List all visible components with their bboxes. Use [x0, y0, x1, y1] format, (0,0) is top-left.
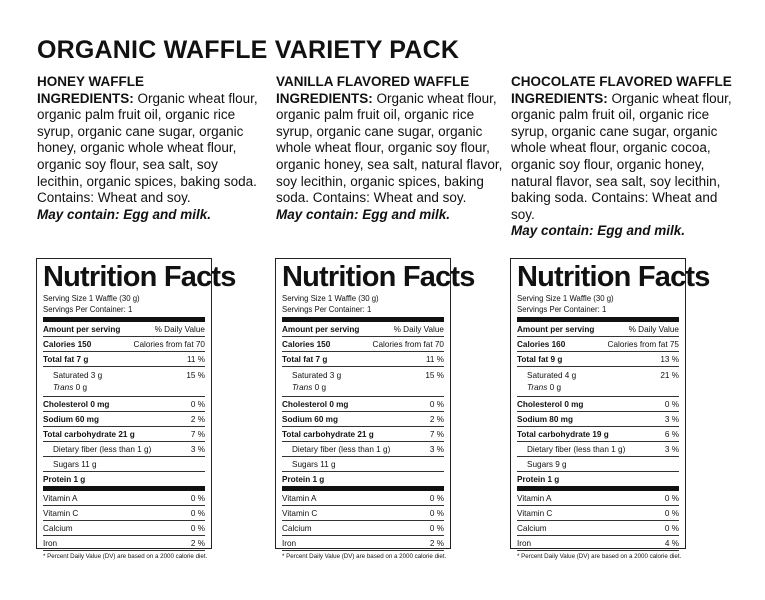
product-name: VANILLA FLAVORED WAFFLE — [276, 74, 470, 89]
sodium-dv: 3 % — [664, 414, 679, 424]
sugars-row — [282, 457, 444, 472]
sodium-dv: 2 % — [429, 414, 444, 424]
nutrition-facts-title: Nutrition Facts — [43, 261, 236, 293]
vitamin-c-dv: 0 % — [190, 508, 205, 518]
amount-per-serving: Amount per serving — [517, 324, 595, 334]
calories-row — [517, 337, 679, 352]
saturated-fat: Saturated 3 g — [53, 370, 103, 380]
fiber-row — [43, 442, 205, 457]
trans-value: 0 g — [314, 382, 326, 392]
cholesterol-dv: 0 % — [664, 399, 679, 409]
nutrition-panel-honey — [36, 258, 236, 560]
saturated-row — [517, 369, 679, 381]
trans-row — [282, 381, 444, 393]
trans-label: Trans — [53, 382, 74, 392]
sodium-row — [517, 412, 679, 427]
calories-from-fat: Calories from fat 75 — [607, 339, 679, 349]
ingredients-honey — [37, 74, 267, 223]
amount-header-row — [43, 322, 205, 337]
cholesterol: Cholesterol 0 mg — [43, 399, 110, 409]
total-carbohydrate: Total carbohydrate 19 g — [517, 429, 609, 439]
amount-header-row — [517, 322, 679, 337]
total-carbohydrate-dv: 7 % — [190, 429, 205, 439]
protein: Protein 1 g — [517, 474, 560, 484]
total-fat-row — [43, 352, 205, 367]
iron-row — [43, 536, 205, 551]
dietary-fiber: Dietary fiber (less than 1 g) — [527, 444, 626, 454]
saturated-row — [282, 369, 444, 381]
nutrition-panel-chocolate — [510, 258, 710, 560]
protein-row — [282, 472, 444, 486]
protein: Protein 1 g — [43, 474, 86, 484]
dv-header: % Daily Value — [628, 324, 679, 334]
iron: Iron — [517, 538, 532, 548]
protein-row — [43, 472, 205, 486]
dv-header: % Daily Value — [154, 324, 205, 334]
iron-row — [517, 536, 679, 551]
calories: Calories 150 — [282, 339, 331, 349]
fat-breakdown — [43, 367, 205, 397]
product-name: CHOCOLATE FLAVORED WAFFLE — [511, 74, 732, 89]
vitamin-c-row — [43, 506, 205, 521]
page-title: ORGANIC WAFFLE VARIETY PACK — [37, 36, 460, 64]
ingredients-label: INGREDIENTS: — [37, 90, 134, 106]
dietary-fiber: Dietary fiber (less than 1 g) — [53, 444, 152, 454]
contains-text: Contains: Wheat and soy. — [511, 190, 718, 222]
total-fat-dv: 11 % — [186, 354, 205, 364]
ingredients-text — [511, 91, 741, 224]
dietary-fiber-dv: 3 % — [664, 444, 679, 454]
amount-per-serving: Amount per serving — [282, 324, 360, 334]
ingredients-label: INGREDIENTS: — [276, 90, 373, 106]
serving-size: Serving Size 1 Waffle (30 g) — [282, 294, 379, 303]
vitamin-c-dv: 0 % — [664, 508, 679, 518]
calcium: Calcium — [43, 523, 73, 533]
cholesterol-dv: 0 % — [190, 399, 205, 409]
calcium: Calcium — [282, 523, 312, 533]
calcium-dv: 0 % — [190, 523, 205, 533]
saturated-fat: Saturated 3 g — [292, 370, 342, 380]
vitamin-a: Vitamin A — [282, 493, 317, 503]
ingredients-list: Organic wheat flour, organic palm fruit oil, organic rice syrup, organic cane sugar, organic whole wheat flour, organic cocoa, organic soy flour, organic honey, natural flavor, sea salt, soy lecithin, baking soda. — [511, 90, 732, 206]
cholesterol: Cholesterol 0 mg — [517, 399, 584, 409]
sodium-row — [282, 412, 444, 427]
may-contain-text: May contain: Egg and milk. — [511, 223, 686, 239]
protein-row — [517, 472, 679, 486]
dietary-fiber-dv: 3 % — [190, 444, 205, 454]
iron: Iron — [43, 538, 58, 548]
iron-dv: 4 % — [664, 538, 679, 548]
iron-dv: 2 % — [190, 538, 205, 548]
vitamin-a-row — [282, 491, 444, 506]
cholesterol-row — [43, 397, 205, 412]
carb-row — [517, 427, 679, 442]
calcium-dv: 0 % — [664, 523, 679, 533]
sodium-dv: 2 % — [190, 414, 205, 424]
total-carbohydrate-dv: 7 % — [429, 429, 444, 439]
iron-dv: 2 % — [429, 538, 444, 548]
fiber-row — [517, 442, 679, 457]
trans-value: 0 g — [75, 382, 87, 392]
sugars-row — [43, 457, 205, 472]
vitamin-c: Vitamin C — [43, 508, 79, 518]
saturated-fat-dv: 15 % — [186, 370, 205, 380]
servings-per-container: Servings Per Container: 1 — [282, 305, 372, 314]
trans-label: Trans — [527, 382, 548, 392]
sugars-row — [517, 457, 679, 472]
sodium-row — [43, 412, 205, 427]
sodium: Sodium 60 mg — [282, 414, 338, 424]
trans-fat — [292, 383, 326, 392]
amount-header-row — [282, 322, 444, 337]
vitamin-a: Vitamin A — [517, 493, 552, 503]
trans-row — [43, 381, 205, 393]
calories: Calories 160 — [517, 339, 566, 349]
calcium-row — [282, 521, 444, 536]
fat-breakdown — [282, 367, 444, 397]
calories-from-fat: Calories from fat 70 — [372, 339, 444, 349]
calcium: Calcium — [517, 523, 547, 533]
nutrition-panel-vanilla — [275, 258, 475, 560]
cholesterol: Cholesterol 0 mg — [282, 399, 349, 409]
serving-size: Serving Size 1 Waffle (30 g) — [517, 294, 614, 303]
footnote: * Percent Daily Value (DV) are based on a 2000 calorie diet. — [282, 553, 447, 560]
footnote: * Percent Daily Value (DV) are based on a 2000 calorie diet. — [517, 553, 682, 560]
ingredients-label: INGREDIENTS: — [511, 90, 608, 106]
nutrition-facts-title: Nutrition Facts — [517, 261, 710, 293]
vitamin-a: Vitamin A — [43, 493, 78, 503]
total-carbohydrate-dv: 6 % — [664, 429, 679, 439]
trans-fat — [53, 383, 87, 392]
calories-from-fat: Calories from fat 70 — [133, 339, 205, 349]
trans-fat — [527, 383, 561, 392]
contains-text: Contains: Wheat and soy. — [312, 190, 467, 206]
footnote: * Percent Daily Value (DV) are based on a 2000 calorie diet. — [43, 553, 208, 560]
carb-row — [43, 427, 205, 442]
vitamin-a-row — [43, 491, 205, 506]
vitamin-c: Vitamin C — [517, 508, 553, 518]
vitamin-a-dv: 0 % — [429, 493, 444, 503]
total-fat-dv: 11 % — [425, 354, 444, 364]
sodium: Sodium 60 mg — [43, 414, 99, 424]
total-carbohydrate: Total carbohydrate 21 g — [282, 429, 374, 439]
fiber-row — [282, 442, 444, 457]
cholesterol-dv: 0 % — [429, 399, 444, 409]
total-carbohydrate: Total carbohydrate 21 g — [43, 429, 135, 439]
ingredients-list: Organic wheat flour, organic palm fruit oil, organic rice syrup, organic cane sugar, organic whole wheat flour, organic soy flour, organic honey, sea salt, natural flavor, soy lecithin, organic spices, baking soda. — [276, 90, 503, 206]
trans-label: Trans — [292, 382, 313, 392]
ingredients-list: Organic wheat flour, organic palm fruit oil, organic rice syrup, organic cane sugar, organic honey, organic whole wheat flour, organic soy flour, sea salt, soy lecithin, organic spices, baking soda. — [37, 90, 258, 189]
sugars: Sugars 11 g — [292, 459, 336, 469]
product-name: HONEY WAFFLE — [37, 74, 145, 89]
cholesterol-row — [282, 397, 444, 412]
saturated-fat-dv: 15 % — [425, 370, 444, 380]
servings-per-container: Servings Per Container: 1 — [517, 305, 607, 314]
total-fat-row — [282, 352, 444, 367]
vitamin-a-dv: 0 % — [190, 493, 205, 503]
calories: Calories 150 — [43, 339, 92, 349]
trans-value: 0 g — [549, 382, 561, 392]
servings-per-container: Servings Per Container: 1 — [43, 305, 133, 314]
dietary-fiber-dv: 3 % — [429, 444, 444, 454]
protein: Protein 1 g — [282, 474, 325, 484]
dv-header: % Daily Value — [393, 324, 444, 334]
may-contain-text: May contain: Egg and milk. — [276, 206, 451, 222]
nutrition-facts-title: Nutrition Facts — [282, 261, 475, 293]
vitamin-a-dv: 0 % — [664, 493, 679, 503]
sugars: Sugars 11 g — [53, 459, 97, 469]
total-fat: Total fat 7 g — [282, 354, 328, 364]
vitamin-c-row — [517, 506, 679, 521]
amount-per-serving: Amount per serving — [43, 324, 121, 334]
sodium: Sodium 80 mg — [517, 414, 573, 424]
calcium-dv: 0 % — [429, 523, 444, 533]
carb-row — [282, 427, 444, 442]
calories-row — [282, 337, 444, 352]
may-contain-text: May contain: Egg and milk. — [37, 206, 212, 222]
total-fat-dv: 13 % — [660, 354, 679, 364]
ingredients-chocolate — [511, 74, 741, 240]
fat-breakdown — [517, 367, 679, 397]
calcium-row — [43, 521, 205, 536]
total-fat-row — [517, 352, 679, 367]
vitamin-c-row — [282, 506, 444, 521]
cholesterol-row — [517, 397, 679, 412]
iron-row — [282, 536, 444, 551]
ingredients-text — [276, 91, 506, 207]
calories-row — [43, 337, 205, 352]
saturated-fat: Saturated 4 g — [527, 370, 577, 380]
trans-row — [517, 381, 679, 393]
saturated-row — [43, 369, 205, 381]
saturated-fat-dv: 21 % — [660, 370, 679, 380]
vitamin-a-row — [517, 491, 679, 506]
total-fat: Total fat 9 g — [517, 354, 563, 364]
contains-text: Contains: Wheat and soy. — [37, 190, 191, 206]
ingredients-text — [37, 91, 267, 207]
dietary-fiber: Dietary fiber (less than 1 g) — [292, 444, 391, 454]
total-fat: Total fat 7 g — [43, 354, 89, 364]
serving-size: Serving Size 1 Waffle (30 g) — [43, 294, 140, 303]
vitamin-c-dv: 0 % — [429, 508, 444, 518]
iron: Iron — [282, 538, 297, 548]
sugars: Sugars 9 g — [527, 459, 567, 469]
vitamin-c: Vitamin C — [282, 508, 318, 518]
calcium-row — [517, 521, 679, 536]
ingredients-vanilla — [276, 74, 506, 223]
